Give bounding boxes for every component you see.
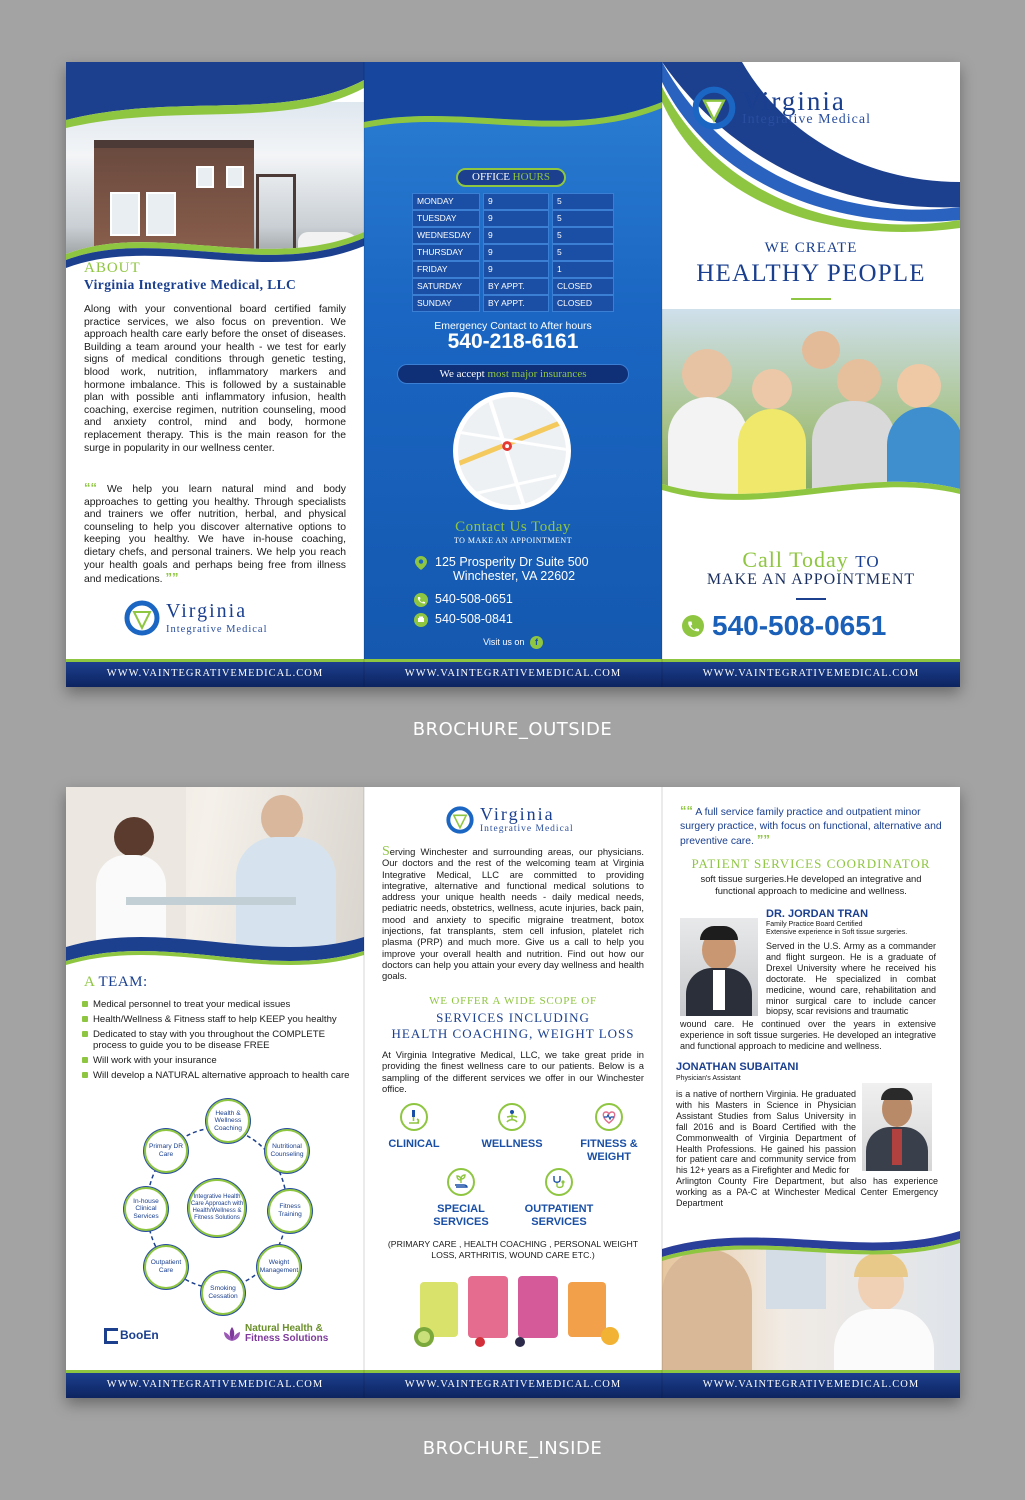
cycle-node: Health & Wellness Coaching bbox=[206, 1099, 250, 1143]
caption-inside: BROCHURE_INSIDE bbox=[422, 1438, 603, 1459]
cycle-node: Nutritional Counseling bbox=[265, 1129, 309, 1173]
services-note: (PRIMARY CARE , HEALTH COACHING , PERSONAL WEIGHT LOSS, ARTHRITIS, WOUND CARE ETC.) bbox=[387, 1239, 639, 1260]
list-item: Will develop a NATURAL alternative approach to health care bbox=[82, 1070, 354, 1082]
insurance-text: We accept bbox=[439, 368, 485, 380]
dr-bio-continued: wound care. He continued over the years in extensive experience in soft tissue surgeries. He developed an integrative and functional approach to medicine and wellness. bbox=[680, 1019, 936, 1051]
hours-day: WEDNESDAY bbox=[412, 227, 480, 244]
dr-name: DR. JORDAN TRAN bbox=[766, 908, 869, 920]
call-to-text: TO bbox=[855, 552, 880, 571]
emergency-label: Emergency Contact to After hours bbox=[434, 320, 592, 332]
dr-tran-photo bbox=[680, 918, 758, 1016]
office-hours-label-white: OFFICE bbox=[472, 171, 510, 183]
list-item: Will work with your insurance bbox=[82, 1055, 354, 1067]
nhfs-logo bbox=[222, 1324, 328, 1344]
logo-name: Virginia bbox=[480, 804, 555, 824]
hours-row bbox=[412, 193, 616, 210]
footer-website: WWW.VAINTEGRATIVEMEDICAL.COM bbox=[662, 659, 960, 687]
service-fitness bbox=[564, 1103, 654, 1164]
hours-row bbox=[412, 295, 616, 312]
about-paragraph-2-text: We help you learn natural mind and body approaches to getting you healthy. Through specialists and trainers we offer nutrition, herbal, and physical counseling to help you discover alternative options to keeping you healthy. We have in-house coaching, dietary chefs, and personal trainers. We help you reach your health goals and perhaps being free from illness and medications. bbox=[84, 484, 346, 586]
team-heading-a: A bbox=[84, 974, 95, 990]
hours-close: 5 bbox=[552, 244, 614, 261]
service-label: WELLNESS bbox=[481, 1138, 543, 1150]
tagline-1: WE CREATE bbox=[764, 240, 858, 256]
facebook-icon[interactable]: f bbox=[530, 636, 543, 649]
location-map[interactable] bbox=[453, 392, 571, 510]
service-label: OUTPATIENT SERVICES bbox=[524, 1203, 594, 1228]
about-panel bbox=[66, 62, 364, 687]
drop-cap: S bbox=[382, 844, 390, 859]
practice-quote bbox=[680, 804, 942, 849]
pa-bio-continued: Arlington County Fire Department, but also has experience working as a PA-C at Winchester Medical Center Emergency Department bbox=[676, 1176, 938, 1208]
jonathan-photo bbox=[862, 1083, 932, 1171]
microscope-icon bbox=[400, 1103, 428, 1131]
hours-day: FRIDAY bbox=[412, 261, 480, 278]
dr-title-2: Extensive experience in Soft tissue surgeries. bbox=[766, 929, 908, 936]
insurance-banner bbox=[397, 364, 629, 384]
practice-quote-text: A full service family practice and outpatient minor surgery practice, with focus on functional, alternative and preventive care. bbox=[680, 807, 942, 847]
yoga-icon bbox=[498, 1103, 526, 1131]
fold-line bbox=[661, 62, 663, 687]
about-paragraph-2 bbox=[84, 482, 346, 587]
call-today-text: Call Today bbox=[742, 547, 849, 572]
hours-close: 1 bbox=[552, 261, 614, 278]
pride-paragraph: At Virginia Integrative Medical, LLC, we take great pride in providing the finest wellness care to our patients. Below is a sampling of the different services we offer in our Winchester office. bbox=[382, 1049, 644, 1094]
services-panel bbox=[364, 787, 662, 1398]
staff-panel bbox=[662, 787, 960, 1398]
hand-plant-icon bbox=[447, 1168, 475, 1196]
hours-open: 9 bbox=[483, 244, 549, 261]
hours-day: SATURDAY bbox=[412, 278, 480, 295]
cycle-node: Smoking Cessation bbox=[201, 1271, 245, 1315]
logo-tagline: Integrative Medical bbox=[480, 824, 574, 834]
lotus-icon bbox=[222, 1325, 242, 1343]
footer-website: WWW.VAINTEGRATIVEMEDICAL.COM bbox=[662, 1370, 960, 1398]
logo-small bbox=[446, 805, 574, 835]
emergency-phone[interactable]: 540-218-6161 bbox=[447, 330, 579, 353]
phone-icon bbox=[682, 615, 704, 637]
list-item: Dedicated to stay with you throughout the COMPLETE process to guide you to be disease FREE bbox=[82, 1029, 354, 1052]
hours-row bbox=[412, 278, 616, 295]
hours-close: CLOSED bbox=[552, 278, 614, 295]
location-pin-icon bbox=[414, 556, 428, 570]
cycle-center: Integrative Health Care Approach with Health/Wellness & Fitness Solutions bbox=[188, 1179, 246, 1237]
cycle-node: Outpatient Care bbox=[144, 1245, 188, 1289]
insurance-highlight: most major insurances bbox=[487, 368, 587, 380]
logo-name: Virginia bbox=[166, 600, 248, 622]
address-line-1: 125 Prosperity Dr Suite 500 bbox=[435, 555, 589, 569]
coordinator-heading: PATIENT SERVICES COORDINATOR bbox=[691, 856, 931, 871]
divider bbox=[791, 298, 831, 300]
call-today-heading bbox=[662, 547, 960, 573]
about-paragraph-1: Along with your conventional board certified family practice services, we also focus on prevention. We approach health care early before the onset of diseases. Building a team around your health - we test for early signs of medical conditions through genetic testing, blood work, nutrition, inflammatory markers and hormone imbalance. This is followed by a sustainable plan with possible anti inflammatory infusion, health coaching, exercise regimen, nutrition counseling, mood and anxiety control, mind and body, hormone replacement therapy. This is the main reason for the surge in popularity in our wellness center. bbox=[84, 304, 346, 454]
booen-text: BooEn bbox=[120, 1328, 159, 1343]
booen-logo bbox=[104, 1328, 159, 1344]
pa-title: Physician's Assistant bbox=[676, 1075, 741, 1082]
pa-bio: is a native of northern Virginia. He graduated with his Masters in Science in Physician Assistant Studies from Salus University in fall 2016 and is Board Certified with the Commonwealth of Virginia Department of Health Professions. He gained his passion for patient care and community service from his 12+ years as a Firefighter and Medic for bbox=[676, 1089, 856, 1176]
pa-name: JONATHAN SUBAITANI bbox=[676, 1061, 799, 1073]
scope-heading-2: SERVICES INCLUDING bbox=[436, 1010, 590, 1025]
service-label: FITNESS & WEIGHT bbox=[580, 1138, 638, 1163]
scope-heading-3: HEALTH COACHING, WEIGHT LOSS bbox=[391, 1026, 635, 1041]
footer-website: WWW.VAINTEGRATIVEMEDICAL.COM bbox=[66, 659, 364, 687]
care-cycle-diagram bbox=[122, 1099, 312, 1317]
scope-heading-1: WE OFFER A WIDE SCOPE OF bbox=[429, 995, 597, 1007]
phone-icon bbox=[414, 593, 428, 607]
fold-line bbox=[363, 787, 365, 1398]
hours-day: SUNDAY bbox=[412, 295, 480, 312]
cover-phone[interactable] bbox=[682, 610, 886, 642]
open-quote-icon: ““ bbox=[84, 480, 97, 495]
booen-mark-icon bbox=[104, 1328, 118, 1344]
brochure-inside bbox=[66, 787, 960, 1398]
contact-fax-number: 540-508-0841 bbox=[435, 612, 513, 626]
tagline-2: HEALTHY PEOPLE bbox=[696, 260, 926, 287]
address bbox=[414, 555, 589, 583]
list-item: Health/Wellness & Fitness staff to help KEEP you healthy bbox=[82, 1014, 354, 1026]
logo-main bbox=[692, 86, 871, 130]
service-clinical bbox=[369, 1103, 459, 1151]
cycle-node: Fitness Training bbox=[268, 1189, 312, 1233]
open-quote-icon: ““ bbox=[680, 803, 693, 818]
hours-open: 9 bbox=[483, 210, 549, 227]
hours-row bbox=[412, 210, 616, 227]
dr-bio: Served in the U.S. Army as a commander and flight surgeon. He is a graduate of Drexel University where he received his doctorate. He specialized in combat medicine, wound care, rehabilitation and minor surgical care to include cancer biopsy, scar revisions and traumatic bbox=[766, 941, 936, 1017]
team-panel bbox=[66, 787, 364, 1398]
address-line-2: Winchester, VA 22602 bbox=[453, 569, 576, 583]
hours-open: 9 bbox=[483, 227, 549, 244]
coordinator-text: soft tissue surgeries.He developed an integrative and functional approach to medicine and wellness. bbox=[700, 873, 922, 896]
logo-small bbox=[124, 599, 268, 637]
hours-day: TUESDAY bbox=[412, 210, 480, 227]
logo-name: Virginia bbox=[742, 86, 846, 116]
hours-row bbox=[412, 244, 616, 261]
intro-paragraph bbox=[382, 846, 644, 982]
smoothies-image bbox=[410, 1262, 620, 1347]
contact-subheading: TO MAKE AN APPOINTMENT bbox=[453, 536, 573, 545]
logo-mark-icon bbox=[692, 86, 736, 130]
service-label: CLINICAL bbox=[388, 1138, 440, 1150]
cover-phone-number: 540-508-0651 bbox=[712, 610, 887, 641]
list-item: Medical personnel to treat your medical issues bbox=[82, 999, 354, 1011]
stethoscope-icon bbox=[545, 1168, 573, 1196]
top-wave bbox=[66, 62, 364, 142]
nhfs-text-2: Fitness Solutions bbox=[245, 1333, 329, 1344]
brochure-outside bbox=[66, 62, 960, 687]
panel-top-wave bbox=[364, 62, 662, 142]
hours-contact-panel bbox=[364, 62, 662, 687]
team-list bbox=[82, 999, 354, 1085]
heartbeat-icon bbox=[595, 1103, 623, 1131]
family-photo bbox=[662, 309, 960, 509]
office-hours-table bbox=[412, 193, 616, 312]
contact-fax bbox=[414, 612, 513, 627]
contact-heading: Contact Us Today bbox=[455, 519, 571, 535]
logo-mark-icon bbox=[124, 600, 160, 636]
hours-day: MONDAY bbox=[412, 193, 480, 210]
service-label: SPECIAL SERVICES bbox=[433, 1203, 489, 1228]
service-outpatient bbox=[514, 1168, 604, 1229]
logo-tagline: Integrative Medical bbox=[166, 624, 268, 635]
footer-website: WWW.VAINTEGRATIVEMEDICAL.COM bbox=[66, 1370, 364, 1398]
service-special bbox=[416, 1168, 506, 1229]
footer-website: WWW.VAINTEGRATIVEMEDICAL.COM bbox=[364, 659, 662, 687]
close-quote-icon: ”” bbox=[756, 832, 770, 847]
visit-text: Visit us on bbox=[483, 636, 525, 647]
hours-close: 5 bbox=[552, 193, 614, 210]
map-icon bbox=[458, 397, 566, 505]
cycle-node: Primary DR Care bbox=[144, 1129, 188, 1173]
team-heading-text: TEAM: bbox=[98, 974, 148, 990]
hours-day: THURSDAY bbox=[412, 244, 480, 261]
service-wellness bbox=[467, 1103, 557, 1151]
hours-close: 5 bbox=[552, 227, 614, 244]
hours-open: 9 bbox=[483, 261, 549, 278]
about-subheading: Virginia Integrative Medical, LLC bbox=[84, 277, 297, 292]
contact-phone[interactable] bbox=[414, 592, 513, 607]
hours-close: CLOSED bbox=[552, 295, 614, 312]
cycle-node: Weight Management bbox=[257, 1245, 301, 1289]
team-heading bbox=[84, 974, 148, 991]
cycle-node: In-house Clinical Services bbox=[124, 1187, 168, 1231]
hours-row bbox=[412, 261, 616, 278]
about-heading: ABOUT bbox=[84, 260, 141, 276]
make-appointment-text: MAKE AN APPOINTMENT bbox=[706, 571, 916, 588]
office-hours-label bbox=[456, 168, 566, 187]
panel-wave bbox=[66, 907, 364, 977]
hours-open: BY APPT. bbox=[483, 295, 549, 312]
intro-text: erving Winchester and surrounding areas, our physicians. Our doctors and the rest of the welcoming team at Virginia Integrative Medical, LLC are committed to providing integrative, alternative and functional medical solutions to address your unique health needs - daily medical needs, pediatric needs, obstetrics, wellness, acute injuries, back pain, mood and anxiety to specific migraine treatment, botox injections, fat transplants, stem cell infusion, platelet rich plasma (PRP) and much more. Give us a call to help you improve your overall health and nutrition. Find out how our doctors can help you attain your every day wellness and health goals. bbox=[382, 846, 644, 982]
doctor-patient-photo bbox=[662, 1219, 960, 1370]
dr-title-1: Family Practice Board Certified bbox=[766, 921, 863, 928]
hours-open: 9 bbox=[483, 193, 549, 210]
contact-phone-number: 540-508-0651 bbox=[435, 592, 513, 606]
fold-line bbox=[661, 787, 663, 1398]
hours-open: BY APPT. bbox=[483, 278, 549, 295]
divider bbox=[796, 598, 826, 600]
hours-row bbox=[412, 227, 616, 244]
close-quote-icon: ”” bbox=[165, 570, 179, 586]
footer-website: WWW.VAINTEGRATIVEMEDICAL.COM bbox=[364, 1370, 662, 1398]
caption-outside: BROCHURE_OUTSIDE bbox=[412, 719, 613, 740]
social-visit[interactable] bbox=[364, 636, 662, 649]
nhfs-text-1: Natural Health & bbox=[245, 1323, 323, 1334]
cover-panel bbox=[662, 62, 960, 687]
fax-icon bbox=[414, 613, 428, 627]
fold-line bbox=[363, 62, 365, 687]
logo-mark-icon bbox=[446, 806, 474, 834]
logo-tagline: Integrative Medical bbox=[742, 112, 872, 127]
office-hours-label-green: HOURS bbox=[512, 171, 550, 183]
hours-close: 5 bbox=[552, 210, 614, 227]
